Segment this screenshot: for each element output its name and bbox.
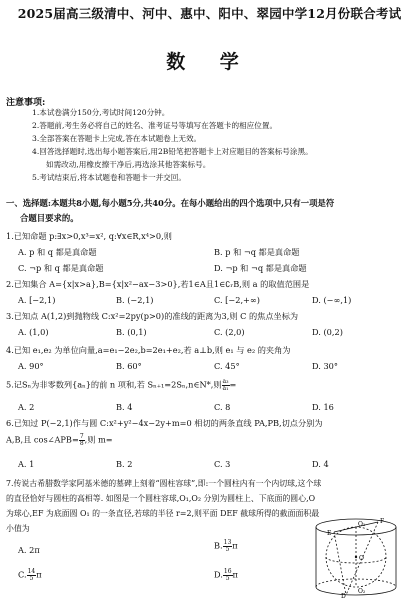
note-item-4: 4.回答选择题时,选出每小题答案后,用2B铅笔把答题卡上对应题目的答案标号涂黑。: [32, 147, 313, 156]
q7-option-a: A. 2π: [18, 545, 40, 555]
q6-stem-part-b: ,则 m=: [84, 434, 113, 445]
note-item-2: 2.答题前,考生务必将自己的姓名、准考证号等填写在答题卡的相应位置。: [32, 121, 278, 130]
q6-stem-part-a: A,B,且 cos∠APB=: [6, 434, 79, 445]
q1-option-d: D. ¬p 和 ¬q 都是真命题: [214, 263, 307, 273]
q2-option-d: D. (−∞,1): [312, 295, 352, 305]
q5-frac-denominator: a₁: [222, 385, 229, 392]
q7-d-denominator: 5: [225, 575, 230, 582]
question-3-stem: 3.已知点 A(1,2)到抛物线 C:x²=2py(p>0)的准线的距离为3,则 C 的焦点坐标为: [6, 311, 299, 321]
q7-option-b: [214, 540, 238, 553]
q6-option-c: C. 3: [214, 459, 231, 469]
q5-frac-numerator: a₃: [222, 378, 229, 385]
q7-b-fraction: [223, 540, 233, 553]
q7-c-numerator: 14: [27, 568, 36, 575]
q5-option-a: A. 2: [18, 402, 35, 412]
q1-option-a: A. p 和 q 都是真命题: [18, 247, 97, 257]
note-item-3: 3.全部答案在答题卡上完成,答在本试题卷上无效。: [32, 134, 202, 143]
q2-option-a: A. [−2,1): [18, 295, 56, 305]
question-7-stem-line2: 的直径恰好与圆柱的高相等. 如图是一个圆柱容球,O₁,O₂ 分别为圆柱上、下底面的圆心,O: [6, 494, 316, 503]
q5-option-d: D. 16: [312, 402, 334, 412]
sphere-center-dot: [355, 556, 357, 558]
q6-frac-numerator: 7: [79, 433, 84, 440]
q7-b-numerator: 13: [223, 539, 232, 546]
q7-c-denominator: 5: [29, 575, 34, 582]
note-item-5: 5.考试结束后,将本试题卷和答题卡一并交回。: [32, 173, 186, 182]
cylinder-bottom-front: [316, 587, 396, 595]
label-o2: O₂: [358, 588, 366, 595]
q7-d-numerator: 16: [223, 568, 232, 575]
q3-option-c: C. (2,0): [214, 327, 245, 337]
segment-ed: [334, 532, 346, 595]
question-7-stem-line1: 7.传说古希腊数学家阿基米德的墓碑上刻着“圆柱容球”,即:一个圆柱内有一个内切球,这个球: [6, 479, 322, 488]
section-heading-line2: 合题目要求的。: [20, 213, 79, 223]
exam-title: 2025届高三级清中、河中、惠中、阳中、翠园中学12月份联合考试: [17, 6, 402, 21]
q7-d-suffix: π: [232, 569, 238, 580]
q5-fraction: [222, 379, 230, 392]
q7-c-prefix: C.: [18, 569, 27, 580]
q4-option-a: A. 90°: [18, 361, 44, 371]
q3-option-d: D. (0,2): [312, 327, 343, 337]
q4-option-c: C. 45°: [214, 361, 240, 371]
q6-option-d: D. 4: [312, 459, 329, 469]
q4-option-b: B. 60°: [116, 361, 142, 371]
q7-b-denominator: 5: [225, 546, 230, 553]
label-f: F: [380, 518, 385, 525]
q7-option-c: [18, 569, 42, 582]
q7-option-d: [214, 569, 238, 582]
q1-option-c: C. ¬p 和 q 都是真命题: [18, 263, 104, 273]
q7-d-fraction: [223, 569, 233, 582]
q4-option-d: D. 30°: [312, 361, 338, 371]
cylinder-sphere-figure: [300, 515, 412, 599]
q7-c-suffix: π: [36, 569, 42, 580]
question-7-stem-line4: 小值为: [6, 524, 30, 533]
label-o1: O₁: [358, 521, 366, 528]
question-6-stem-line2: [6, 434, 113, 447]
q1-option-b: B. p 和 ¬q 都是真命题: [214, 247, 300, 257]
question-1-stem: 1.已知命题 p:∃x>0,x³=x², q:∀x∈R,x⁴>0,则: [6, 231, 172, 241]
note-item-4-cont: 如需改动,用橡皮擦干净后,再选涂其他答案标号。: [46, 160, 211, 169]
question-5-stem: [6, 379, 236, 392]
note-item-1: 1.本试卷满分150分,考试时间120分钟。: [32, 108, 170, 117]
section-heading-line1: 一、选择题:本题共8小题,每小题5分,共40分。在每小题给出的四个选项中,只有一项是符: [6, 198, 335, 208]
notes-heading: 注意事项:: [6, 98, 46, 108]
label-e: E: [327, 530, 332, 537]
q5-option-b: B. 4: [116, 402, 133, 412]
question-4-stem: 4.已知 e₁,e₂ 为单位向量,a=e₁−2e₂,b=2e₁+e₂,若 a⊥b,则 e₁ 与 e₂ 的夹角为: [6, 345, 291, 355]
q7-b-prefix: B.: [214, 540, 223, 551]
diameter-ef: [334, 522, 378, 532]
label-d: D: [341, 593, 346, 599]
q6-option-b: B. 2: [116, 459, 133, 469]
question-6-stem-line1: 6.已知过 P(−2,1)作与圆 C:x²+y²−4x−2y+m=0 相切的两条直线 PA,PB,切点分别为: [6, 418, 323, 428]
q7-c-fraction: [27, 569, 37, 582]
q3-option-b: B. (0,1): [116, 327, 147, 337]
q5-stem-text: 5.记Sₙ为非零数列{aₙ}的前 n 项和,若 Sₙ₊₁=2Sₙ,n∈N*,则: [6, 379, 222, 390]
q5-stem-tail: =: [229, 379, 237, 390]
q2-option-c: C. [−2,+∞): [214, 295, 260, 305]
q2-option-b: B. (−2,1): [116, 295, 154, 305]
q6-frac-denominator: 8: [79, 440, 84, 447]
question-7-stem-line3: 为球心,EF 为底面圆 O₁ 的一条直径,若球的半径 r=2,则平面 DEF 截球所得的截面面积最: [6, 509, 320, 518]
question-2-stem: 2.已知集合 A={x|x>a},B={x|x²−ax−3>0},若1∈A且1∈∁ᵣB,则 a 的取值范围是: [6, 279, 310, 289]
subject-title: 数 学: [166, 51, 253, 73]
q7-d-prefix: D.: [214, 569, 223, 580]
q6-option-a: A. 1: [18, 459, 35, 469]
q3-option-a: A. (1,0): [18, 327, 49, 337]
q5-option-c: C. 8: [214, 402, 231, 412]
label-o: O: [359, 555, 364, 562]
q7-b-suffix: π: [232, 540, 238, 551]
